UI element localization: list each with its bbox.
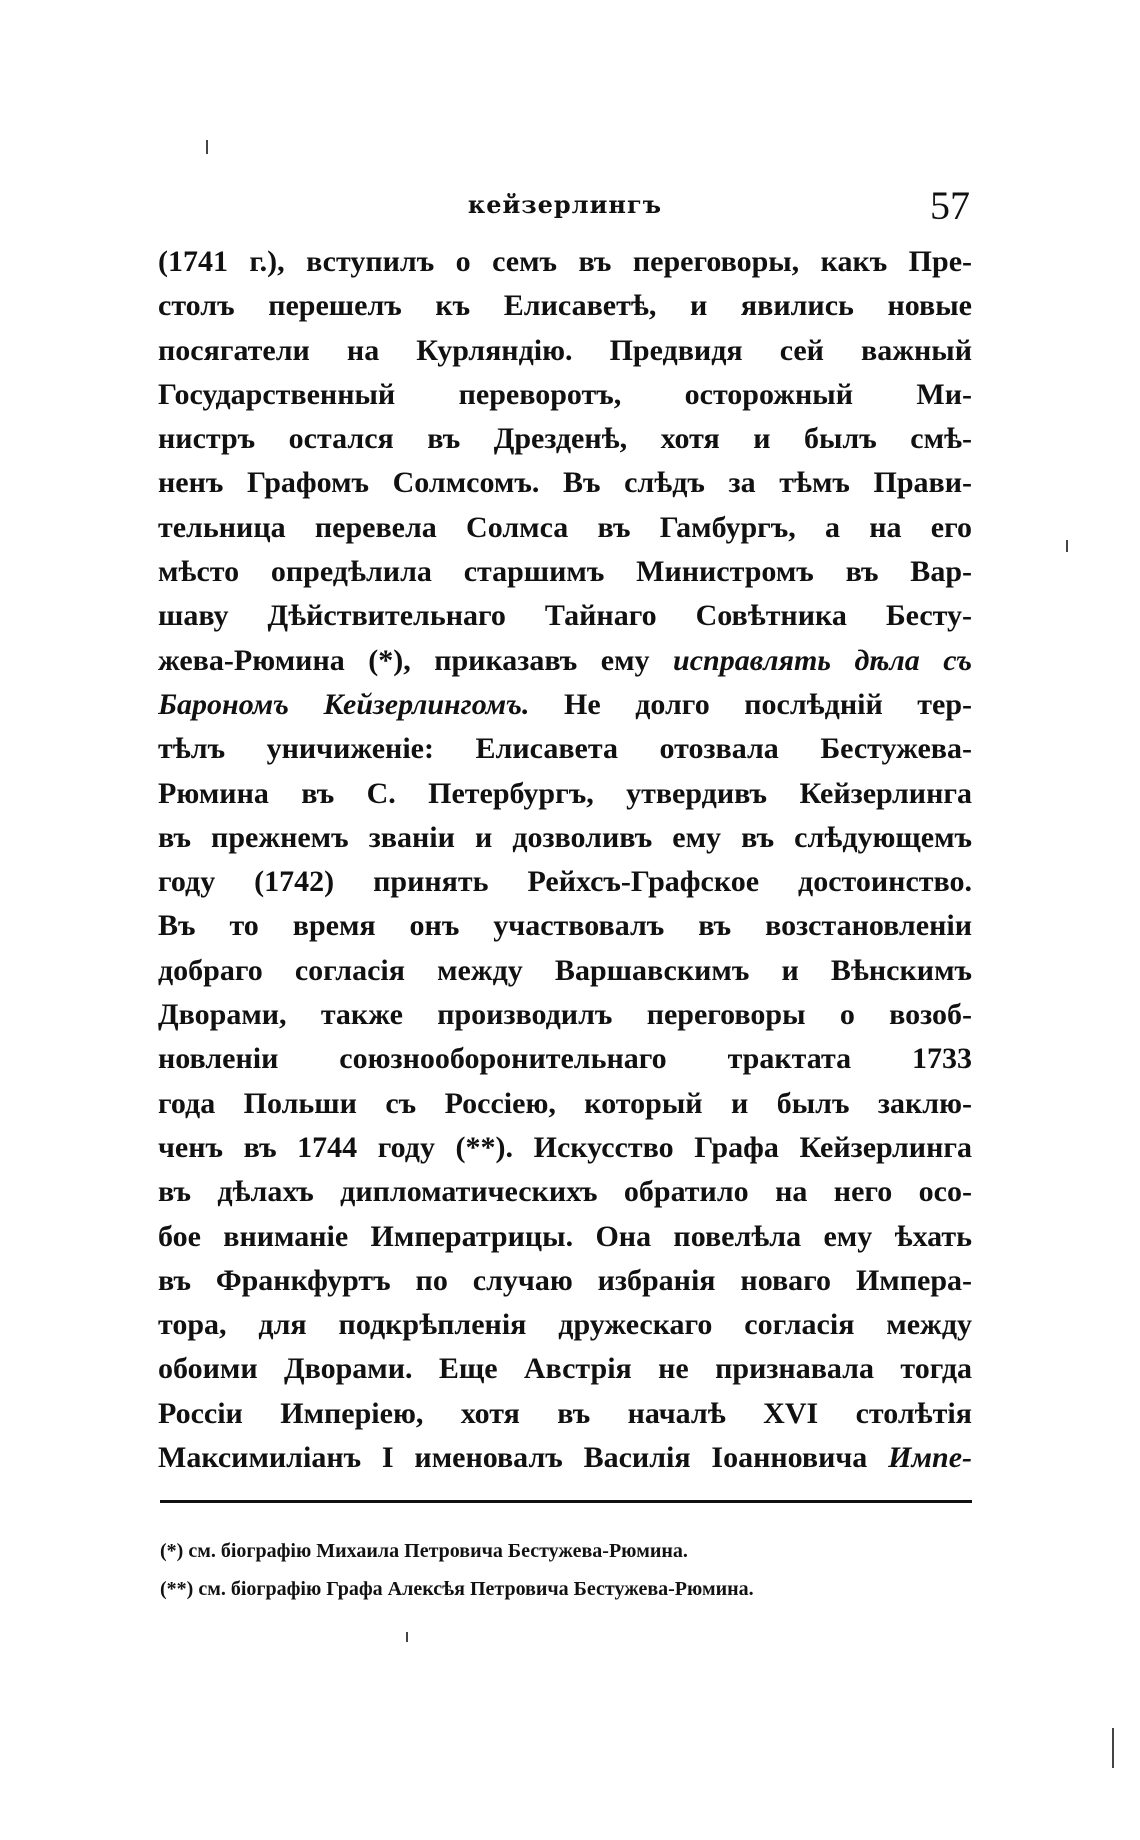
italic-run: Барономъ Кейзерлингомъ. xyxy=(158,687,530,721)
body-text xyxy=(158,240,972,1480)
text-line: Государственный переворотъ, осторожный Ми- xyxy=(158,377,972,411)
running-title: кейзерлингъ xyxy=(467,190,663,219)
text-line: въ дѣлахъ дипломатическихъ обратило на него осо- xyxy=(158,1175,972,1209)
text-run: Не долго послѣдній тер- xyxy=(564,687,972,721)
text-line: тора, для подкрѣпленія дружескаго согласія между xyxy=(158,1308,972,1342)
text-line: добраго согласія между Варшавскимъ и Вѣнскимъ xyxy=(158,953,972,987)
running-head xyxy=(160,182,970,232)
text-line-mixed xyxy=(158,683,972,727)
italic-run: Импе- xyxy=(888,1441,972,1475)
text-line: нистръ остался въ Дрезденѣ, хотя и былъ смѣ- xyxy=(158,422,972,456)
text-line-mixed xyxy=(158,1436,972,1480)
scan-speck xyxy=(1112,1728,1114,1768)
text-line: тѣлъ уничиженіе: Елисавета отозвала Бестужева- xyxy=(158,732,972,766)
text-line: бое вниманіе Императрицы. Она повелѣла ему ѣхать xyxy=(158,1219,972,1253)
text-line: столъ перешелъ къ Елисаветѣ, и явились новые xyxy=(158,289,972,323)
text-line: обоими Дворами. Еще Австрія не признавала тогда xyxy=(158,1352,972,1386)
footnote: (*) см. біографію Михаила Петровича Бестужева-Рюмина. xyxy=(160,1540,688,1562)
footnote-rule xyxy=(160,1500,972,1503)
text-line: новленіи союзнооборонительнаго трактата 1733 xyxy=(158,1042,972,1076)
text-line: Рюмина въ С. Петербургъ, утвердивъ Кейзерлинга xyxy=(158,776,972,810)
text-line-mixed xyxy=(158,639,972,683)
text-line: Дворами, также производилъ переговоры о возоб- xyxy=(158,998,972,1032)
text-line: шаву Дѣйствительнаго Тайнаго Совѣтника Бесту- xyxy=(158,599,972,633)
text-run: Максимиліанъ I именовалъ Василія Іоанновича xyxy=(158,1441,868,1475)
text-line: ченъ въ 1744 году (**). Искусство Графа Кейзерлинга xyxy=(158,1130,972,1164)
scan-speck xyxy=(206,140,208,154)
text-line: мѣсто опредѣлила старшимъ Министромъ въ Вар- xyxy=(158,555,972,589)
text-run: жева-Рюмина (*), приказавъ ему xyxy=(158,643,650,677)
text-line: въ Франкфуртъ по случаю избранія новаго Импера- xyxy=(158,1263,972,1297)
text-line: Въ то время онъ участвовалъ въ возстановленіи xyxy=(158,909,972,943)
footnotes xyxy=(160,1532,972,1608)
text-line: въ прежнемъ званіи и дозволивъ ему въ слѣдующемъ xyxy=(158,820,972,854)
text-line: Россіи Имперіею, хотя въ началѣ XVI столѣтія xyxy=(158,1396,972,1430)
footnote: (**) см. біографію Графа Алексѣя Петровича Бестужева-Рюмина. xyxy=(160,1578,754,1600)
text-line: посягатели на Курляндію. Предвидя сей важный xyxy=(158,333,972,367)
text-line: году (1742) принять Рейхсъ-Графское достоинство. xyxy=(158,865,972,899)
scan-speck xyxy=(406,1632,408,1642)
page-number: 57 xyxy=(930,183,970,228)
scan-speck xyxy=(1066,540,1068,552)
text-line: тельница перевела Солмса въ Гамбургъ, а на его xyxy=(158,510,972,544)
italic-run: исправлять дѣла съ xyxy=(673,643,972,677)
text-line: (1741 г.), вступилъ о семъ въ переговоры, какъ Пре- xyxy=(158,245,972,278)
text-line: ненъ Графомъ Солмсомъ. Въ слѣдъ за тѣмъ Прави- xyxy=(158,466,972,500)
text-line: года Польши съ Россіею, который и былъ заклю- xyxy=(158,1086,972,1120)
